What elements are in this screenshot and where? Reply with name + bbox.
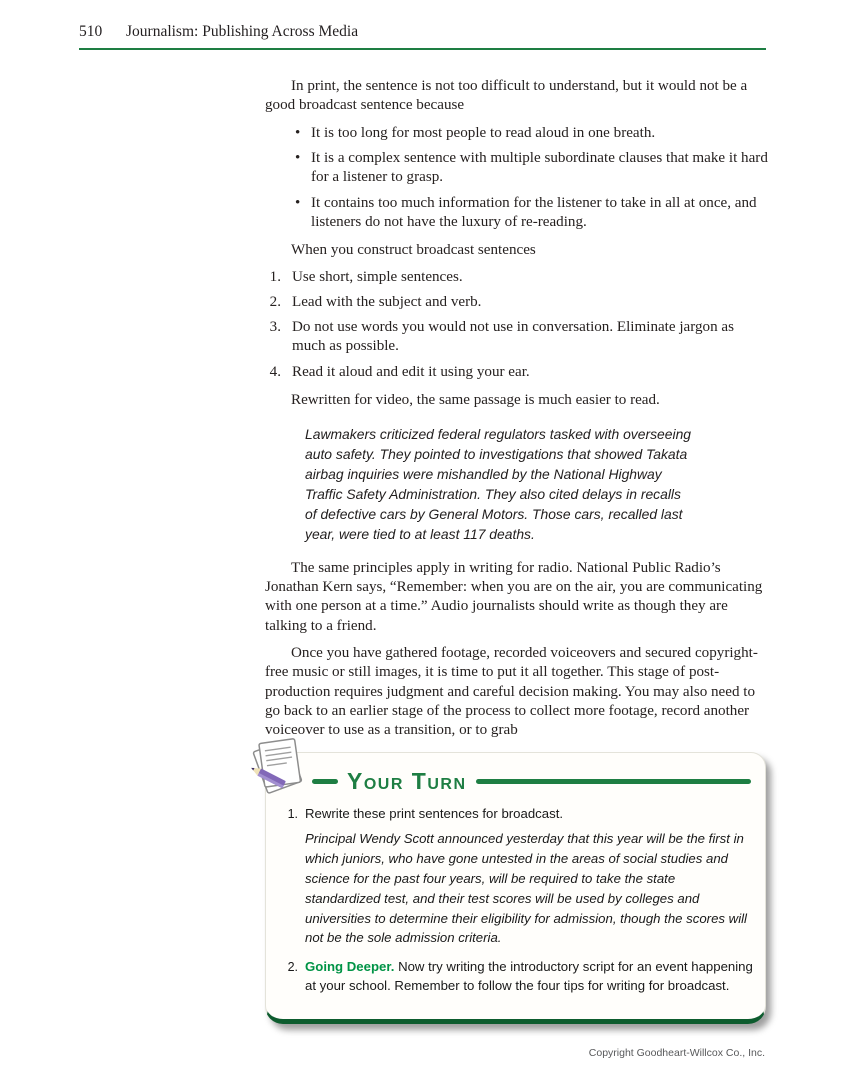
main-content [265,77,768,748]
item-number: 1. [287,807,298,821]
bullet-text: It is a complex sentence with multiple subordinate clauses that make it hard for a listener to grasp. [311,149,768,186]
paragraph-construct-lead: When you construct broadcast sentences [291,242,536,259]
item-text [305,958,753,995]
bullet-text: It contains too much information for the listener to take in all at once, and listeners do not have the luxury of re-reading. [311,194,757,230]
numbered-item [265,293,768,312]
item-number: 3. [269,319,281,336]
numbered-item [265,363,768,382]
bullet-icon: • [295,124,301,141]
bullet-item [265,194,768,233]
item-text: Read it aloud and edit it using your ear. [292,363,530,380]
item-example: Principal Wendy Scott announced yesterday that this year will be the first in which juniors, who have gone untested in the areas of social studies and science for the past four years, will be required to take the state standardized test, and their test scores will be used by colleges and universities to determine their eligibility for admission, though the scores will not be the sole admission criteria. [305,831,747,946]
paragraph-intro: In print, the sentence is not too difficult to understand, but it would not be a good broadcast sentence because [265,78,748,114]
numbered-item [265,268,768,287]
item-text: Lead with the subject and verb. [292,293,482,310]
running-head [79,23,766,41]
header-rule [79,48,766,50]
your-turn-title: Your Turn [347,768,467,794]
item-body [305,958,753,995]
bullet-icon: • [295,194,301,211]
page-header [79,23,766,50]
papers-pencil-icon [242,735,316,799]
going-deeper-text: Now try writing the introductory script for an event happening at your school. Remember to follow the four tips for writing for broadcast. [305,959,753,993]
page-number: 510 [79,23,103,40]
your-turn-item [284,805,753,948]
paragraph-postproduction: Once you have gathered footage, recorded voiceovers and secured copyright-free music or still images, it is time to put it all together. This stage of post-production requires judgment and careful decision making. You may also need to go back to an earlier stage of the process to collect more footage, record another voiceover to use as a transition, or to grab [265,644,758,739]
item-text: Do not use words you would not use in conversation. Eliminate jargon as much as possible. [292,319,734,355]
bullet-item [265,149,768,188]
item-text: Use short, simple sentences. [292,268,463,285]
bullet-list [265,124,768,233]
your-turn-item [284,958,753,995]
item-body [305,805,753,948]
numbered-item [265,318,768,357]
bullet-text: It is too long for most people to read aloud in one breath. [311,124,656,141]
your-turn-list [284,805,753,995]
numbered-list [265,268,768,383]
paragraph-radio: The same principles apply in writing for radio. National Public Radio’s Jonathan Kern says, “Remember: when you are on the air, you are communicating with one person at a time.” Audio journalists should write as though they are talking to a friend. [265,559,763,634]
broadcast-example-quote: Lawmakers criticized federal regulators tasked with overseeing auto safety. They pointed to investigations that showed Takata airbag inquiries were mishandled by the National Highway Traffic Safety Administration. They also cited delays in recalls of defective cars by General Motors. Those cars, recalled last year, were tied to at least 117 deaths. [305,426,692,542]
item-number: 2. [287,960,298,975]
paragraph-rewritten-lead: Rewritten for video, the same passage is much easier to read. [291,392,660,409]
item-text: Rewrite these print sentences for broadcast. [305,806,564,821]
copyright-notice: Copyright Goodheart-Willcox Co., Inc. [588,1047,765,1059]
item-number: 4. [269,363,281,380]
item-number: 2. [269,293,281,310]
your-turn-header [312,770,751,793]
going-deeper-label: Going Deeper. [305,959,395,975]
bullet-icon: • [295,149,301,166]
item-number: 1. [269,268,281,285]
your-turn-box [265,752,766,1024]
bullet-item [265,124,768,143]
header-title: Journalism: Publishing Across Media [126,23,359,40]
rule-right [476,779,752,784]
